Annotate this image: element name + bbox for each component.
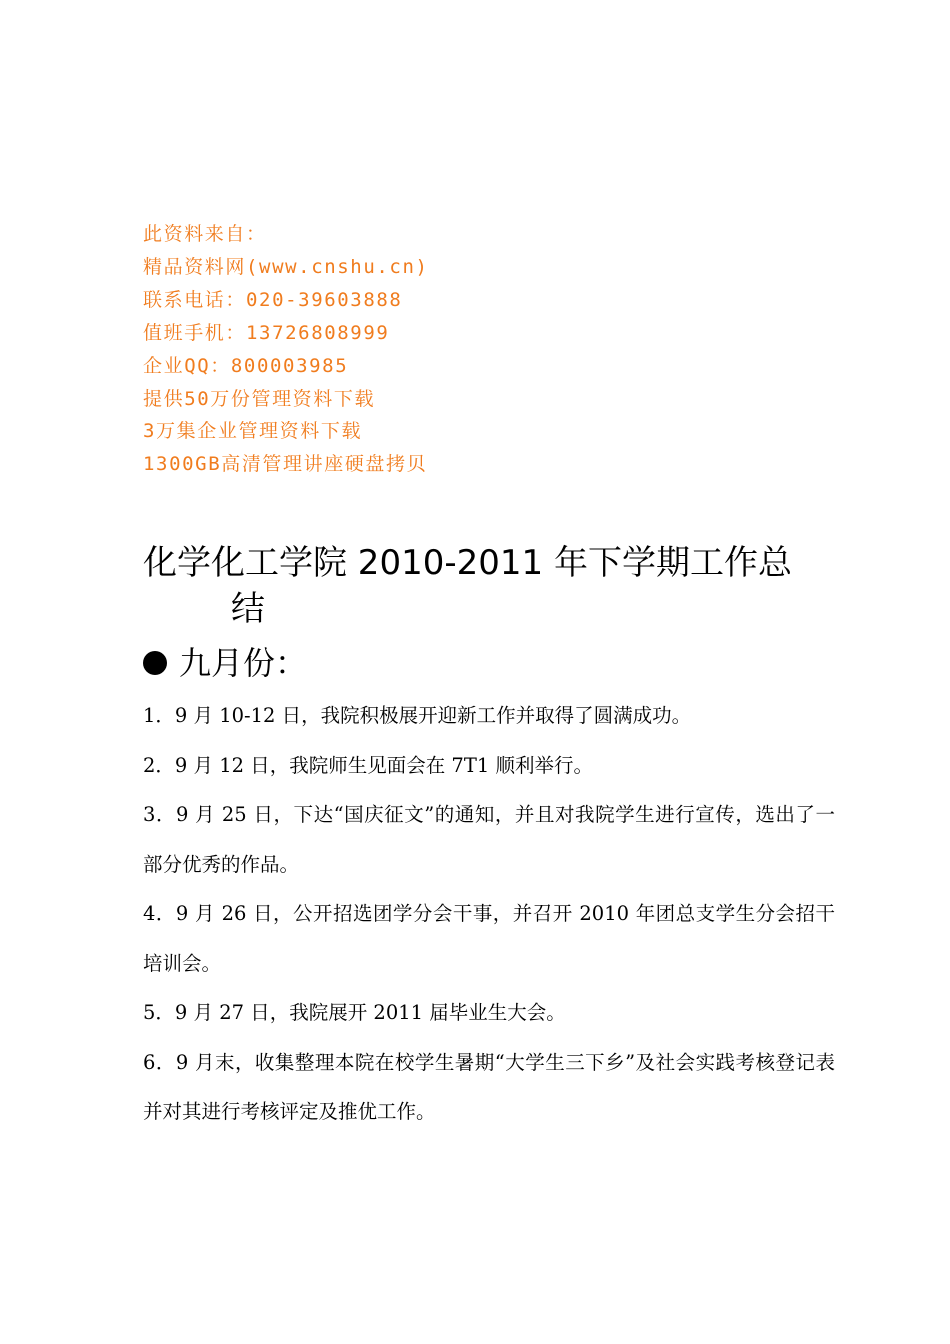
list-item: 4．9 月 26 日，公开招选团学分会干事，并召开 2010 年团总支学生分会招干培训会。 — [143, 902, 835, 975]
source-line: 1300GB高清管理讲座硬盘拷贝 — [143, 453, 428, 476]
section-heading-september — [143, 640, 307, 686]
title-line-1: 化学化工学院 2010-2011 年下学期工作总 — [143, 543, 792, 583]
source-line-website: 精品资料网(www.cnshu.cn) — [143, 255, 429, 278]
list-item: 1．9 月 10-12 日，我院积极展开迎新工作并取得了圆满成功。 — [143, 704, 692, 727]
section-heading-text: 九月份： — [179, 644, 308, 682]
source-info-block — [143, 218, 743, 481]
source-line-mobile: 值班手机：13726808999 — [143, 321, 390, 344]
source-line-qq: 企业QQ：800003985 — [143, 354, 349, 377]
title-line-2: 结 — [231, 589, 265, 629]
list-item: 6．9 月末，收集整理本院在校学生暑期“大学生三下乡”及社会实践考核登记表并对其进行考核评定及推优工作。 — [143, 1050, 835, 1123]
source-line: 3万集企业管理资料下载 — [143, 420, 363, 443]
source-line-phone: 联系电话：020-39603888 — [143, 288, 403, 311]
list-item: 5．9 月 27 日，我院展开 2011 届毕业生大会。 — [143, 1001, 566, 1024]
work-items-list — [143, 691, 835, 1137]
list-item: 3．9 月 25 日，下达“国庆征文”的通知，并且对我院学生进行宣传，选出了一部分优秀的作品。 — [143, 803, 835, 876]
source-line: 此资料来自： — [143, 223, 267, 245]
source-line: 提供50万份管理资料下载 — [143, 387, 376, 410]
list-item: 2．9 月 12 日，我院师生见面会在 7T1 顺利举行。 — [143, 753, 593, 777]
document-title — [143, 540, 823, 632]
bullet-icon — [143, 651, 167, 675]
